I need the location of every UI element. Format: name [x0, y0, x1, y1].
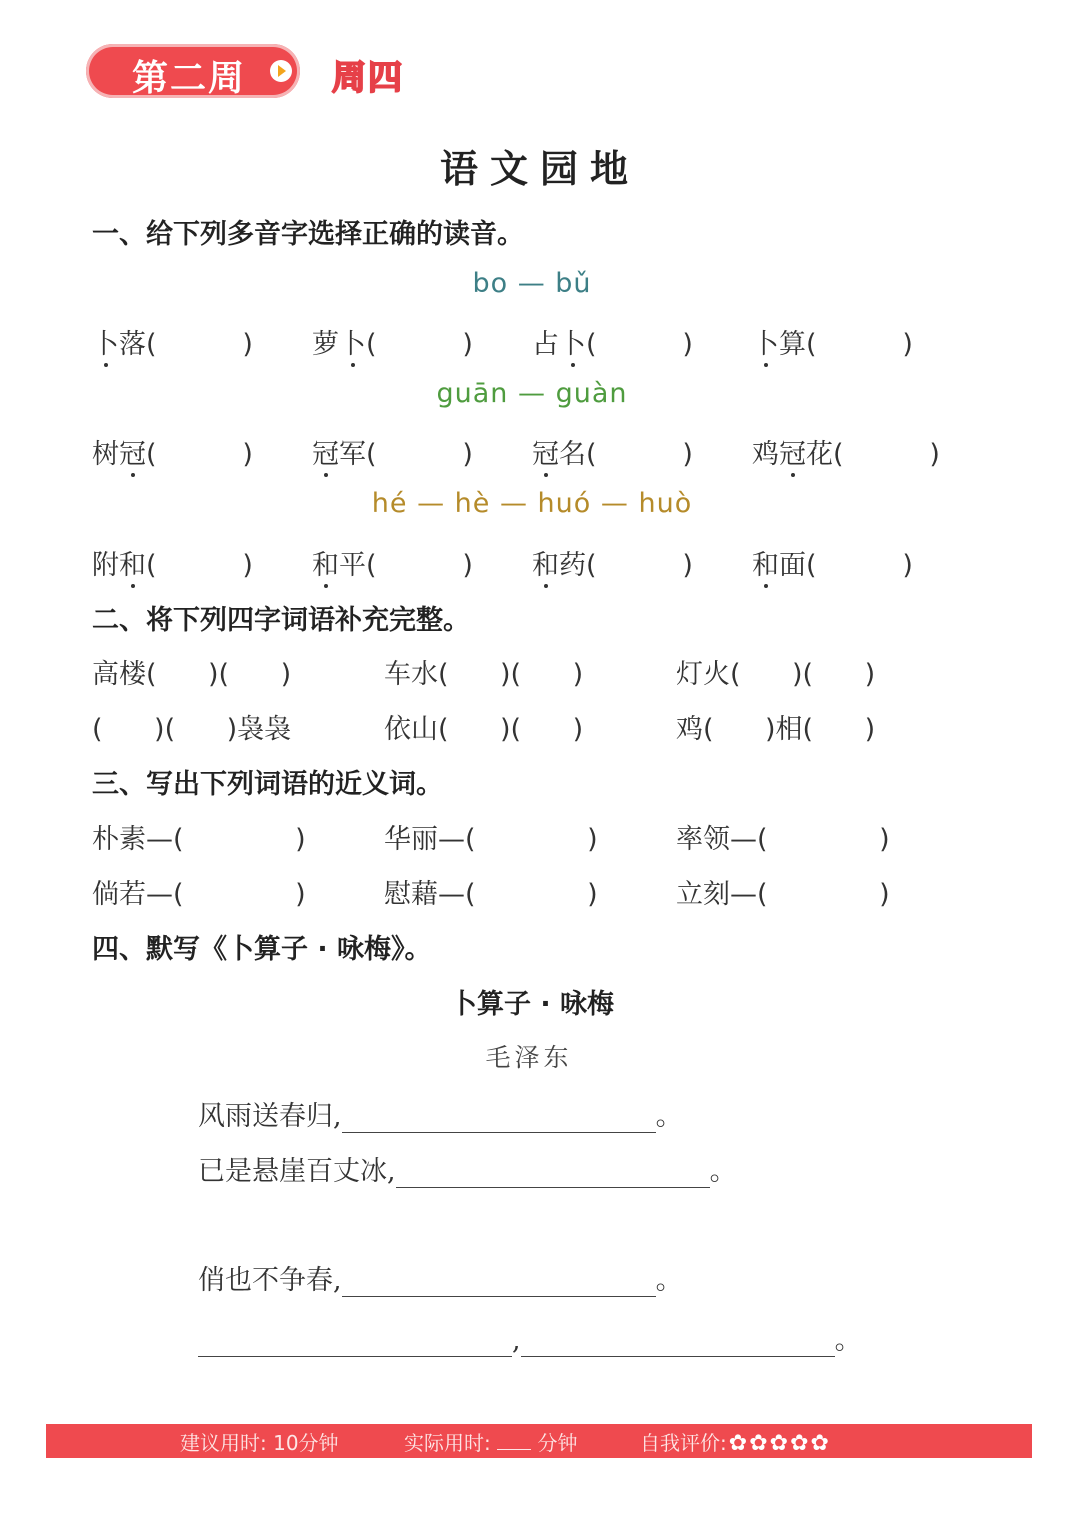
polyphone-word[interactable]: 和药( ) [532, 543, 693, 582]
section-heading-4: 四、默写《卜算子 · 咏梅》。 [92, 934, 432, 965]
polyphone-word[interactable]: 冠名( ) [532, 432, 693, 471]
day-label: 周四 [332, 58, 404, 98]
section-heading-1: 一、给下列多音字选择正确的读音。 [92, 219, 524, 250]
idiom-row [92, 707, 992, 747]
poem-text: 风雨送春归, [198, 1101, 342, 1132]
pinyin-line: guān — guàn [436, 378, 628, 409]
rating-stars[interactable] [727, 1431, 829, 1455]
synonym-item[interactable]: 华丽—( ) [384, 824, 598, 855]
page-title: 语文园地 [439, 146, 640, 191]
poem-line-1 [198, 1094, 683, 1133]
polyphone-row [92, 322, 992, 362]
self-evaluation [640, 1427, 829, 1456]
footer-bar [46, 1424, 1032, 1458]
idiom-row [92, 652, 992, 692]
section-heading-2: 二、将下列四字词语补充完整。 [92, 605, 470, 636]
idiom-item[interactable]: 灯火( )( ) [676, 659, 876, 690]
synonym-row [92, 817, 992, 857]
flower-star-icon[interactable]: ✿ [728, 1431, 748, 1456]
actual-time-label: 实际用时: [404, 1431, 491, 1455]
answer-blank[interactable] [342, 1104, 656, 1133]
actual-time-blank[interactable] [497, 1431, 531, 1450]
polyphone-word[interactable]: 和平( ) [312, 543, 473, 582]
polyphone-word[interactable]: 卜落( ) [92, 322, 253, 361]
poem-author: 毛泽东 [485, 1043, 573, 1072]
punctuation: 。 [655, 1265, 683, 1296]
polyphone-word[interactable]: 鸡冠花( ) [752, 432, 940, 471]
poem-line-4 [198, 1318, 862, 1357]
polyphone-word[interactable]: 树冠( ) [92, 432, 253, 471]
answer-blank[interactable] [396, 1159, 710, 1188]
actual-time [404, 1427, 577, 1456]
polyphone-word[interactable]: 占卜( ) [532, 322, 693, 361]
poem-line-2 [198, 1149, 737, 1188]
flower-star-icon[interactable]: ✿ [810, 1431, 829, 1456]
week-label: 第二周 [132, 58, 247, 99]
punctuation: 。 [709, 1156, 737, 1187]
idiom-item[interactable]: 车水( )( ) [384, 659, 584, 690]
poem-title: 卜算子 · 咏梅 [449, 989, 615, 1020]
punctuation: 。 [655, 1101, 683, 1132]
pinyin-line: hé — hè — huó — huò [371, 488, 693, 519]
polyphone-row [92, 543, 992, 583]
flower-star-icon[interactable]: ✿ [749, 1431, 768, 1456]
idiom-item[interactable]: ( )( )袅袅 [92, 714, 292, 745]
polyphone-word[interactable]: 萝卜( ) [312, 322, 473, 361]
answer-blank[interactable] [342, 1268, 656, 1297]
synonym-item[interactable]: 慰藉—( ) [384, 879, 598, 910]
answer-blank[interactable] [521, 1328, 835, 1357]
punctuation: 。 [834, 1325, 862, 1356]
idiom-item[interactable]: 高楼( )( ) [92, 659, 292, 690]
synonym-item[interactable]: 立刻—( ) [676, 879, 890, 910]
polyphone-word[interactable]: 冠军( ) [312, 432, 473, 471]
section-heading-3: 三、写出下列词语的近义词。 [92, 769, 443, 800]
polyphone-word[interactable]: 卜算( ) [752, 322, 913, 361]
poem-line-3 [198, 1258, 683, 1297]
arrow-right-icon [270, 60, 292, 82]
synonym-item[interactable]: 朴素—( ) [92, 824, 306, 855]
synonym-item[interactable]: 倘若—( ) [92, 879, 306, 910]
punctuation: , [512, 1325, 521, 1356]
actual-time-unit: 分钟 [537, 1431, 578, 1455]
poem-text: 已是悬崖百丈冰, [198, 1156, 396, 1187]
pinyin-line: bo — bǔ [472, 268, 592, 299]
synonym-item[interactable]: 率领—( ) [676, 824, 890, 855]
answer-blank[interactable] [198, 1328, 512, 1357]
polyphone-row [92, 432, 992, 472]
flower-star-icon[interactable]: ✿ [769, 1431, 789, 1456]
idiom-item[interactable]: 鸡( )相( ) [676, 714, 876, 745]
idiom-item[interactable]: 依山( )( ) [384, 714, 584, 745]
polyphone-word[interactable]: 附和( ) [92, 543, 253, 582]
flower-star-icon[interactable]: ✿ [790, 1431, 809, 1456]
suggested-time: 建议用时: 10分钟 [180, 1431, 339, 1455]
self-eval-label: 自我评价: [640, 1431, 727, 1455]
polyphone-word[interactable]: 和面( ) [752, 543, 913, 582]
poem-text: 俏也不争春, [198, 1265, 342, 1296]
synonym-row [92, 872, 992, 912]
